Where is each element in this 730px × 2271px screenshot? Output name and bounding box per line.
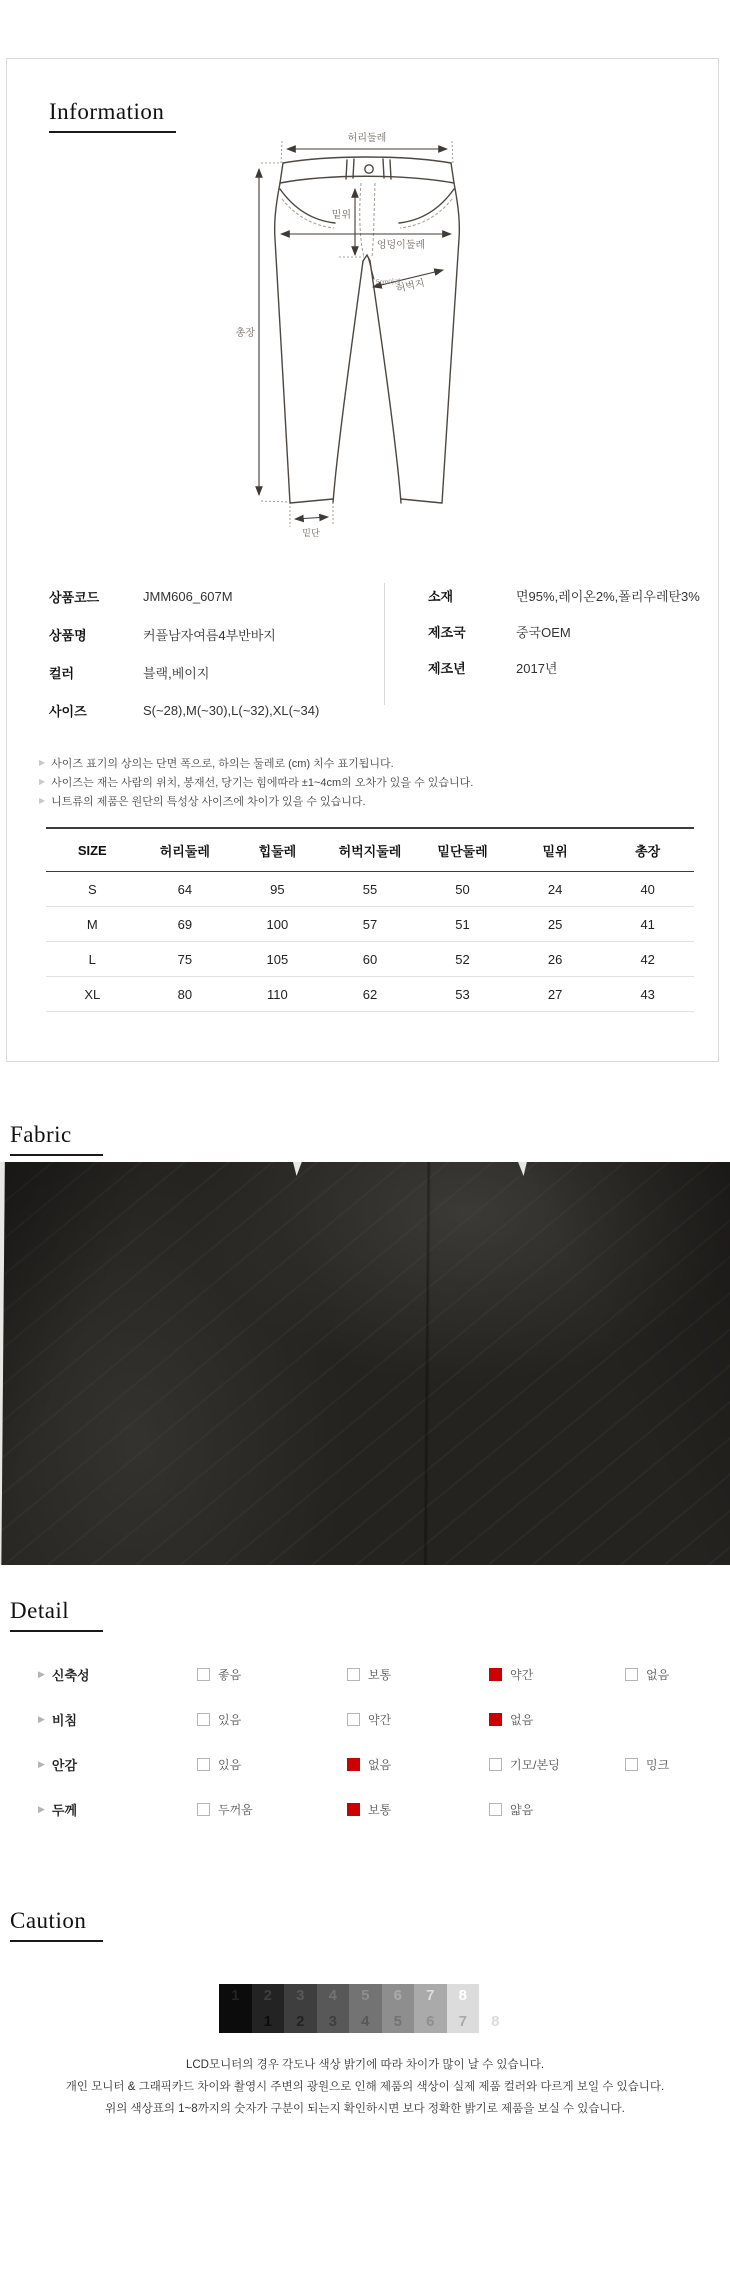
size-column-header: 밑단둘레 (416, 828, 509, 872)
triangle-bullet-icon: ▶ (38, 1804, 45, 1814)
scale-number-bottom: 7 (458, 2013, 467, 2030)
note-text: 사이즈는 재는 사람의 위치, 봉재선, 당기는 힘에따라 ±1~4cm의 오차가 있을 수 있습니다. (51, 776, 474, 789)
size-column-header: 밑위 (509, 828, 602, 872)
option-label: 약간 (368, 1713, 392, 1727)
size-table-header-row (46, 828, 694, 872)
caution-text-line: LCD모니터의 경우 각도나 색상 밝기에 따라 차이가 많이 날 수 있습니다. (185, 2059, 545, 2071)
size-cell: 60 (324, 942, 417, 977)
title-underline (49, 131, 176, 133)
scale-number-top: 6 (393, 1987, 402, 2004)
title-underline (10, 1154, 103, 1156)
size-column-header: 허리둘레 (139, 828, 232, 872)
checkbox-icon (489, 1803, 502, 1816)
product-info-row (49, 615, 319, 653)
option-label: 약간 (510, 1668, 534, 1682)
size-cell: 100 (231, 907, 324, 942)
pants-measurement-diagram-icon (233, 129, 493, 549)
information-title-block (49, 99, 176, 133)
diagram-label-hip: 엉덩이둘레 (376, 240, 426, 251)
checkbox-icon (197, 1713, 210, 1726)
detail-option (489, 1787, 533, 1832)
checkbox-icon (197, 1668, 210, 1681)
scale-number-top: 4 (328, 1987, 337, 2004)
scale-number-bottom: 4 (361, 2013, 370, 2030)
detail-title-block (10, 1598, 103, 1632)
size-table-row (46, 977, 694, 1012)
waist-dart-notch (518, 1162, 529, 1176)
size-cell: 110 (231, 977, 324, 1012)
detail-label-text: 신축성 (51, 1668, 90, 1683)
note-text: 니트류의 제품은 원단의 특성상 사이즈에 차이가 있을 수 있습니다. (51, 795, 366, 808)
detail-row (0, 1742, 730, 1787)
detail-option (197, 1742, 241, 1787)
size-cell: 80 (139, 977, 232, 1012)
grayscale-cell (447, 1984, 480, 2033)
size-cell: XL (46, 977, 139, 1012)
product-info-label: 상품코드 (49, 589, 100, 605)
fabric-title: Fabric (10, 1122, 72, 1147)
triangle-bullet-icon: ▶ (38, 1669, 45, 1679)
detail-option (347, 1742, 391, 1787)
size-column-header: 힙둘레 (231, 828, 324, 872)
product-info-label: 상품명 (49, 627, 87, 643)
size-cell: S (46, 872, 139, 907)
scale-number-top: 5 (361, 1987, 370, 2004)
option-label: 보통 (368, 1803, 392, 1817)
checkbox-checked-icon (347, 1758, 360, 1771)
product-info-right-column (428, 577, 700, 685)
waist-dart-notch (292, 1162, 303, 1176)
scale-number-bottom: 1 (263, 2013, 272, 2030)
grayscale-cell (317, 1984, 350, 2033)
detail-option (625, 1742, 669, 1787)
option-label: 기모/본딩 (510, 1758, 560, 1772)
grayscale-cell (479, 1984, 512, 2033)
size-cell: 51 (416, 907, 509, 942)
option-label: 없음 (368, 1758, 392, 1772)
fabric-photo (0, 1162, 730, 1565)
detail-option (347, 1787, 391, 1832)
information-section (6, 58, 719, 1062)
size-column-header: SIZE (46, 828, 139, 872)
title-underline (10, 1940, 103, 1942)
size-cell: 42 (601, 942, 694, 977)
size-table-row (46, 907, 694, 942)
size-table (46, 827, 694, 1012)
triangle-bullet-icon: ▶ (38, 1759, 45, 1769)
detail-label (38, 1787, 77, 1832)
detail-label-text: 비침 (51, 1713, 78, 1728)
detail-option (347, 1652, 391, 1697)
fabric-title-block (10, 1122, 103, 1156)
size-cell: 64 (139, 872, 232, 907)
detail-label (38, 1652, 90, 1697)
detail-option (197, 1697, 241, 1742)
size-cell: 57 (324, 907, 417, 942)
size-cell: 24 (509, 872, 602, 907)
checkbox-icon (489, 1758, 502, 1771)
scale-number-top: 2 (263, 1987, 272, 2004)
size-cell: 69 (139, 907, 232, 942)
scale-number-bottom: 5 (393, 2013, 402, 2030)
pants-seam-dashes (282, 183, 452, 257)
scale-number-bottom: 3 (328, 2013, 337, 2030)
grayscale-cell (219, 1984, 252, 2033)
size-column-header: 허벅지둘레 (324, 828, 417, 872)
product-info-row (428, 649, 700, 685)
size-cell: 62 (324, 977, 417, 1012)
product-info-value: 2017년 (516, 660, 558, 676)
detail-row (0, 1697, 730, 1742)
product-info-label: 제조국 (428, 624, 466, 640)
option-label: 좋음 (218, 1668, 242, 1682)
product-info-label: 소재 (428, 588, 454, 604)
checkbox-icon (347, 1668, 360, 1681)
size-cell: 105 (231, 942, 324, 977)
detail-title: Detail (10, 1598, 70, 1623)
product-info-label: 제조년 (428, 660, 466, 676)
scale-number-top: 1 (231, 1987, 240, 2004)
size-column-header: 총장 (601, 828, 694, 872)
grayscale-cell (349, 1984, 382, 2033)
grayscale-cell (414, 1984, 447, 2033)
scale-number-bottom: 2 (296, 2013, 305, 2030)
caution-text-line: 개인 모니터 & 그래픽카드 차이와 촬영시 주변의 광원으로 인해 제품의 색상이 실제 제품 컬러와 다르게 보일 수 있습니다. (65, 2081, 665, 2093)
diagram-label-rise: 밑위 (331, 210, 351, 221)
scale-number-bottom: 6 (426, 2013, 435, 2030)
column-divider (384, 583, 385, 705)
size-cell: 27 (509, 977, 602, 1012)
option-label: 두꺼움 (218, 1803, 253, 1817)
checkbox-icon (625, 1668, 638, 1681)
size-cell: 26 (509, 942, 602, 977)
product-info-row (49, 691, 319, 729)
detail-row (0, 1787, 730, 1832)
size-note-line (39, 772, 473, 791)
caution-title: Caution (10, 1908, 87, 1933)
information-title: Information (49, 99, 165, 124)
checkbox-icon (347, 1713, 360, 1726)
product-info-label: 사이즈 (49, 703, 87, 719)
triangle-bullet-icon: ▶ (38, 1714, 45, 1724)
triangle-bullet-icon: ▶ (39, 757, 46, 767)
size-cell: 75 (139, 942, 232, 977)
detail-label (38, 1742, 77, 1787)
detail-option (197, 1787, 253, 1832)
diagram-label-hem: 밑단 (302, 528, 320, 538)
grayscale-calibration-bar (219, 1984, 512, 2033)
detail-option (625, 1652, 669, 1697)
size-cell: 25 (509, 907, 602, 942)
detail-label-text: 두께 (51, 1803, 78, 1818)
size-cell: M (46, 907, 139, 942)
fabric-cloth-image (1, 1162, 730, 1565)
size-cell: 43 (601, 977, 694, 1012)
product-info-value: 중국OEM (516, 624, 571, 640)
product-info-value: 면95%,레이온2%,폴리우레탄3% (516, 588, 700, 604)
scale-number-top: 3 (296, 1987, 305, 2004)
product-info-value: JMM606_607M (143, 588, 233, 604)
diagram-label-waist: 허리둘레 (347, 133, 387, 144)
grayscale-cell (252, 1984, 285, 2033)
scale-number-top: 7 (426, 1987, 435, 2004)
detail-attribute-rows (0, 1652, 730, 1832)
option-label: 있음 (218, 1713, 242, 1727)
checkbox-icon (625, 1758, 638, 1771)
product-info-value: 블랙,베이지 (143, 665, 210, 681)
product-info-row (49, 653, 319, 691)
product-info-row (428, 613, 700, 649)
product-info-row (428, 577, 700, 613)
option-label: 없음 (510, 1713, 534, 1727)
size-notes (39, 753, 473, 810)
size-cell: 40 (601, 872, 694, 907)
detail-option (489, 1742, 560, 1787)
size-cell: 52 (416, 942, 509, 977)
diagram-label-below: 5cm아래 (376, 279, 401, 286)
option-label: 있음 (218, 1758, 242, 1772)
size-table-row (46, 872, 694, 907)
option-label: 없음 (646, 1668, 670, 1682)
checkbox-checked-icon (347, 1803, 360, 1816)
grayscale-cell (284, 1984, 317, 2033)
size-cell: 41 (601, 907, 694, 942)
checkbox-icon (197, 1803, 210, 1816)
caution-title-block (10, 1908, 103, 1942)
product-info-value: 커플남자여름4부반바지 (143, 627, 276, 643)
diagram-labels (236, 131, 426, 538)
detail-label (38, 1697, 77, 1742)
triangle-bullet-icon: ▶ (39, 795, 46, 805)
checkbox-icon (197, 1758, 210, 1771)
note-text: 사이즈 표기의 상의는 단면 폭으로, 하의는 둘레로 (cm) 치수 표기됩니다. (51, 757, 394, 770)
title-underline (10, 1630, 103, 1632)
size-cell: 95 (231, 872, 324, 907)
checkbox-checked-icon (489, 1668, 502, 1681)
grayscale-cell (382, 1984, 415, 2033)
size-cell: 50 (416, 872, 509, 907)
size-note-line (39, 753, 473, 772)
detail-option (489, 1697, 533, 1742)
detail-option (197, 1652, 241, 1697)
caution-text-line: 위의 색상표의 1~8까지의 숫자가 구분이 되는지 확인하시면 보다 정확한 밝기로 제품을 보실 수 있습니다. (105, 2103, 625, 2115)
size-cell: 53 (416, 977, 509, 1012)
product-info-row (49, 577, 319, 615)
pants-outline (275, 157, 460, 503)
detail-label-text: 안감 (51, 1758, 78, 1773)
caution-text (0, 2054, 730, 2120)
detail-row (0, 1652, 730, 1697)
size-note-line (39, 791, 473, 810)
diagram-label-length: 총장 (235, 328, 255, 339)
scale-number-top: 8 (458, 1987, 467, 2004)
checkbox-checked-icon (489, 1713, 502, 1726)
diagram-label-thigh: 허벅지 (395, 277, 426, 296)
option-label: 보통 (368, 1668, 392, 1682)
size-cell: 55 (324, 872, 417, 907)
product-info-value: S(~28),M(~30),L(~32),XL(~34) (143, 702, 320, 718)
size-cell: L (46, 942, 139, 977)
guide-ticks (261, 141, 453, 527)
size-table-row (46, 942, 694, 977)
detail-option (347, 1697, 391, 1742)
product-info-label: 컬러 (49, 665, 75, 681)
detail-option (489, 1652, 533, 1697)
triangle-bullet-icon: ▶ (39, 776, 46, 786)
scale-number-bottom: 8 (491, 2013, 500, 2030)
option-label: 밍크 (646, 1758, 670, 1772)
option-label: 얇음 (510, 1803, 534, 1817)
product-info-left-column (49, 577, 319, 729)
